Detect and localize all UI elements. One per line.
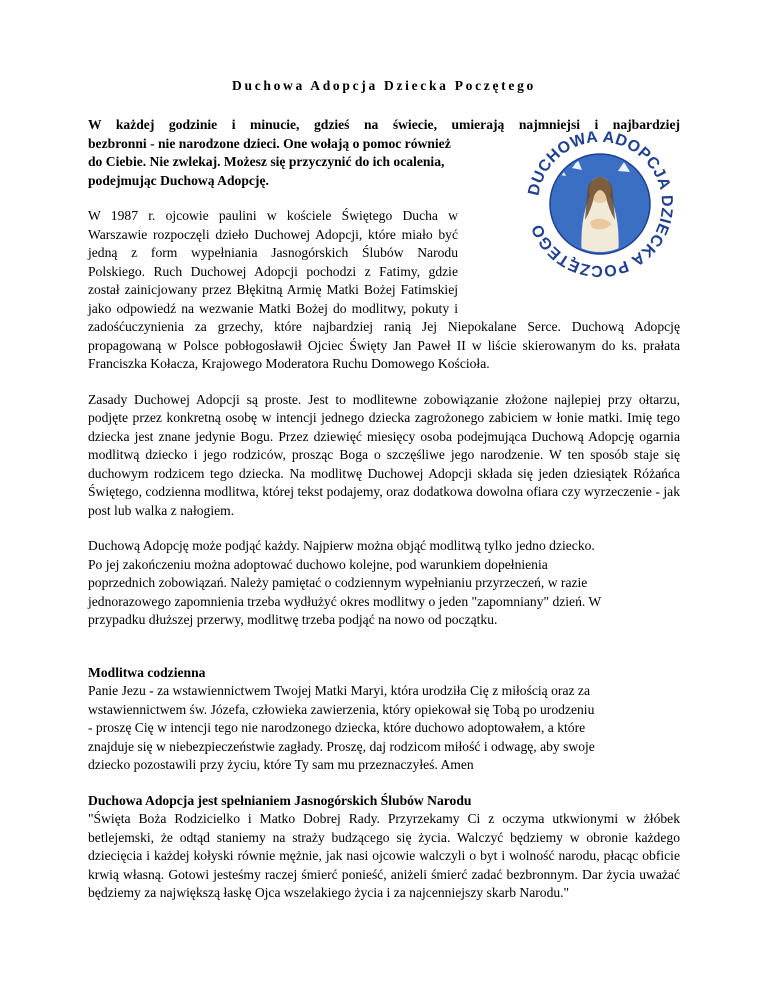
history-line: Polskiego. Ruch Duchowej Adopcji pochodzi z Fatimy, gdzie: [88, 263, 458, 279]
prayer-line: wstawiennictwem św. Józefa, człowieka zawierzenia, który opiekował się Tobą po urodzeniu: [88, 701, 595, 717]
logo-ring-text: DUCHOWA ADOPCJA DZIECKA POCZĘTEGO: [525, 128, 676, 280]
history-line: Warszawie rozpoczęli dzieło Duchowej Adopcji, które miało być: [88, 226, 458, 242]
history-wide-text: zadośćuczynienia za grzechy, które najbardziej ranią Jej Niepokalane Serce. Duchową Adopcję propagowaną w Polsce pobłogosławił Ojciec Święty Jan Paweł II w liście skierowanym do ks. prałata Franciszka Kołacza, Krajowego Moderatora Ruchu Domowego Kościoła.: [88, 319, 680, 371]
history-narrow-block: [88, 207, 458, 318]
history-line: został zainicjowany przez Błękitną Armię Matki Bożej Fatimskiej: [88, 282, 458, 297]
intro-line: bezbronni - nie narodzone dzieci. One wołają o pomoc również: [88, 135, 451, 151]
spiritual-adoption-logo: [520, 124, 680, 284]
logo-graphic: [520, 124, 680, 284]
eligibility-line: przypadku dłuższej przerwy, modlitwę trzeba podjąć na nowo od początku.: [88, 612, 498, 627]
prayer-line: - proszę Cię w intencji tego nie narodzonego dziecka, które duchowo adoptowałem, a które: [88, 720, 586, 735]
history-line: W 1987 r. ojcowie paulini w kościele Świętego Ducha w: [88, 208, 458, 223]
eligibility-line: jednorazowego zapomnienia trzeba wydłużyć okres modlitwy o jeden "zapomniany" dzień. W: [88, 593, 602, 609]
history-line: jedną z form wypełniania Jasnogórskich Ślubów Narodu: [88, 245, 458, 260]
intro-line: do Ciebie. Nie zwlekaj. Możesz się przyczynić do ich ocalenia,: [88, 154, 445, 169]
intro-line: W każdej godzinie i minucie, gdzieś na świecie, umierają najmniejsi i najbardziej: [88, 117, 680, 132]
prayer-line: Panie Jezu - za wstawiennictwem Twojej Matki Maryi, która urodziła Cię z miłością oraz za: [88, 683, 590, 698]
vow-heading: Duchowa Adopcja jest spełnianiem Jasnogórskich Ślubów Narodu: [88, 792, 472, 808]
eligibility-line: Duchową Adopcję może podjąć każdy. Najpierw można objąć modlitwą tylko jedno dziecko.: [88, 538, 595, 553]
prayer-text: [88, 682, 680, 775]
prayer-heading: Modlitwa codzienna: [88, 664, 206, 680]
eligibility-line: Po jej zakończeniu można adoptować duchowo kolejne, pod warunkiem dopełnienia: [88, 556, 548, 572]
document-title: Duchowa Adopcja Dziecka Poczętego: [232, 78, 536, 93]
eligibility-line: poprzednich zobowiązań. Należy pamiętać o codziennym wypełnianiu przyrzeczeń, w razie: [88, 575, 588, 590]
history-line: jako odpowiedź na wezwanie Matki Bożej do modlitwy, pokuty i: [88, 300, 458, 316]
eligibility-paragraph: [88, 537, 680, 630]
intro-line: podejmując Duchową Adopcję.: [88, 172, 269, 188]
rules-paragraph: Zasady Duchowej Adopcji są proste. Jest to modlitewne zobowiązanie złożone najlepiej przy ołtarzu, podjęte przez konkretną osobę w intencji jednego dziecka zagrożonego zabiciem w łonie matki. Imię tego dziecka jest znane jedynie Bogu. Przez dziewięć miesięcy osoba podejmująca Duchową Adopcję ogarnia modlitwą dziecko i jego rodziców, prosząc Boga o szczęśliwe jego narodzenie. W ten sposób staje się duchowym rodzicem tego dziecka. Na modlitwę Duchowej Adopcji składa się jeden dziesiątek Różańca Świętego, codzienna modlitwa, której tekst podajemy, oraz dodatkowa dowolna ofiara czy wyrzeczenie - jak post lub walka z nałogiem.: [88, 391, 680, 518]
document-page: [88, 78, 680, 903]
prayer-line: dziecko pozostawili przy życiu, które Ty sam mu przeznaczyłeś. Amen: [88, 757, 474, 772]
vow-text: "Święta Boża Rodzicielko i Matko Dobrej Rady. Przyrzekamy Ci z oczyma utkwionymi w żłóbek betlejemski, że odtąd staniemy na straży budzącego się życia. Walczyć będziemy w obronie każdego dziecięcia i każdej kołyski równie mężnie, jak nasi ojcowie walczyli o byt i wolność narodu, płacąc obficie krwią własną. Gotowi jesteśmy raczej śmierć ponieść, aniżeli śmierć zadać bezbronnym. Dar życia uważać będziemy za największą łaskę Ojca wszelakiego życia i za najcenniejszy skarb Narodu.": [88, 811, 680, 900]
prayer-line: znajduje się w niebezpieczeństwie zagłady. Proszę, daj rodzicom miłość i odwagę, aby swoje: [88, 738, 595, 754]
